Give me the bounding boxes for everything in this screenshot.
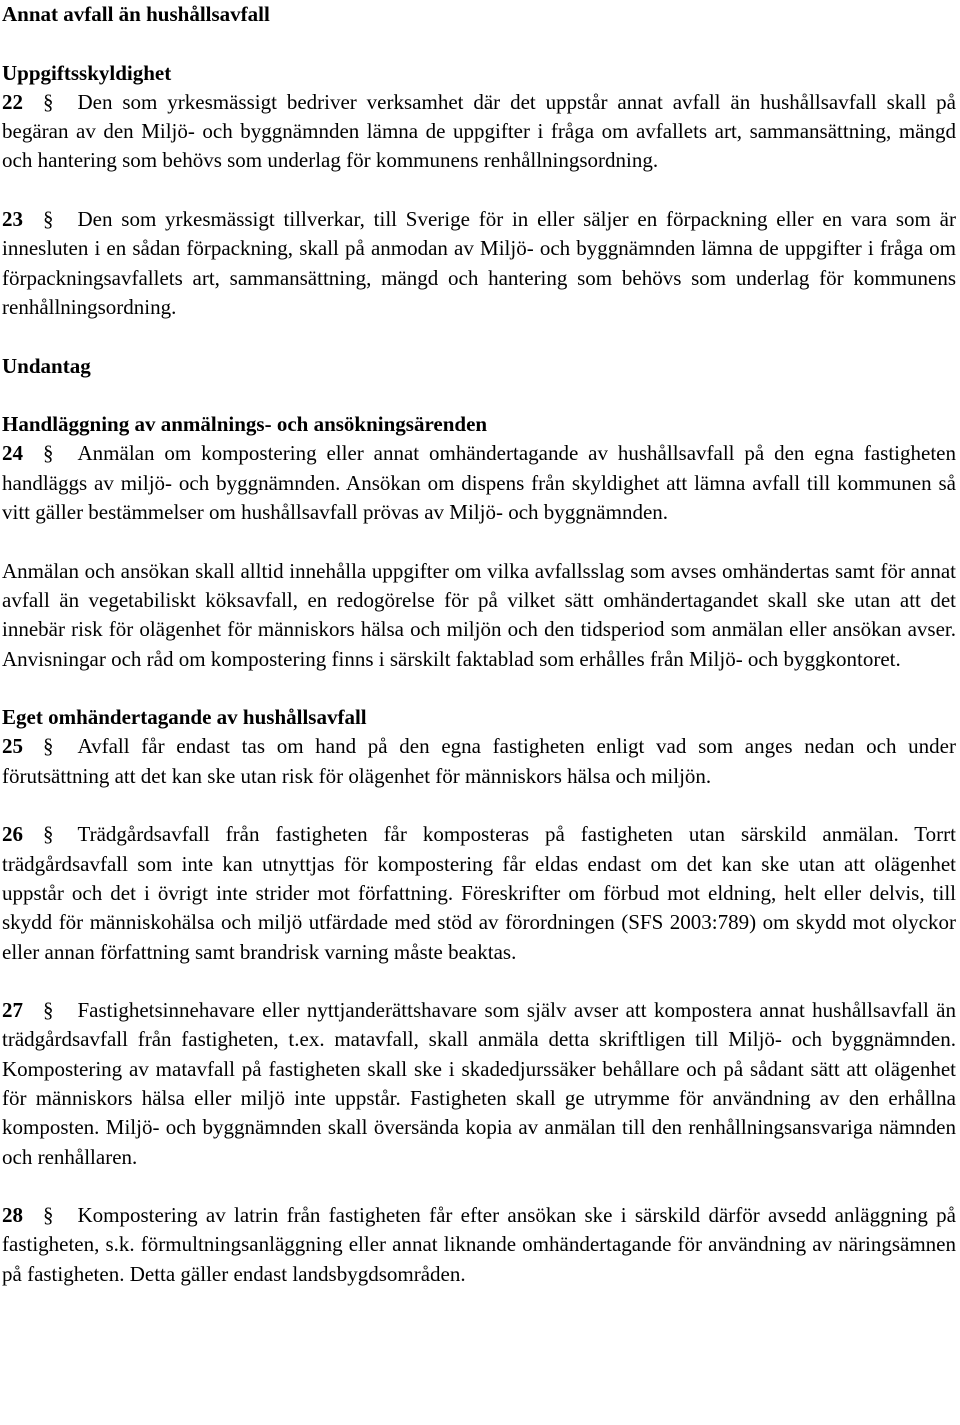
paragraph-text: Anmälan om kompostering eller annat omhändertagande av hushållsavfall på den egna fastigheten handläggs av miljö- och byggnämnden. Ansökan om dispens från skyldighet att lämna avfall till kommunen så vitt gäller bestämmelser om hushållsavfall prövas av Miljö- och byggnämnden. <box>2 441 956 525</box>
spacer <box>2 176 956 205</box>
paragraph-24 <box>2 439 956 527</box>
paragraph-28 <box>2 1201 956 1289</box>
paragraph-text: Den som yrkesmässigt tillverkar, till Sverige för in eller säljer en förpackning eller en vara som är innesluten i en sådan förpackning, skall på anmodan av Miljö- och byggnämnden lämna de uppgifter i fråga om förpackningsavfallets art, sammansättning, mängd och hantering som behövs som underlag för kommunens renhållningsordning. <box>2 207 956 319</box>
section-sign-icon: § <box>43 89 54 114</box>
spacer <box>2 322 956 351</box>
paragraph-number: 24 <box>2 441 23 466</box>
spacer <box>2 791 956 820</box>
heading-handlaggning: Handläggning av anmälnings- och ansökningsärenden <box>2 412 488 437</box>
spacer <box>2 1172 956 1201</box>
paragraph-number: 27 <box>2 998 23 1023</box>
document-title: Annat avfall än hushållsavfall <box>2 2 270 26</box>
paragraph-number: 26 <box>2 822 23 847</box>
paragraph-text: Den som yrkesmässigt bedriver verksamhet där det uppstår annat avfall än hushållsavfall skall på begäran av den Miljö- och byggnämnden lämna de uppgifter i fråga om avfallets art, sammansättning, mängd och hantering som behövs som underlag för kommunens renhållningsordning. <box>2 89 956 173</box>
section-sign-icon: § <box>43 1203 54 1228</box>
section-sign-icon: § <box>43 998 54 1023</box>
spacer <box>2 29 956 58</box>
heading-uppgiftsskyldighet: Uppgiftsskyldighet <box>2 60 172 85</box>
document-page <box>2 0 956 1289</box>
paragraph-25 <box>2 732 956 791</box>
section-sign-icon: § <box>43 822 54 847</box>
section-sign-icon: § <box>43 441 54 466</box>
section-sign-icon: § <box>43 207 54 232</box>
heading-undantag: Undantag <box>2 353 91 378</box>
spacer <box>2 381 956 410</box>
paragraph-22 <box>2 88 956 176</box>
section-sign-icon: § <box>43 734 54 759</box>
paragraph-text: Trädgårdsavfall från fastigheten får komposteras på fastigheten utan särskild anmälan. Torrt trädgårdsavfall som inte kan utnyttjas för kompostering får eldas endast om det kan ske utan att olägenhet uppstår och det i övrigt inte strider mot författning. Föreskrifter om förbud mot eldning, helt eller delvis, till skydd för människohälsa och miljö utfärdade med stöd av förordningen (SFS 2003:789) om skydd mot olyckor eller annan författning samt brandrisk varning måste beaktas. <box>2 822 956 964</box>
spacer <box>2 674 956 703</box>
paragraph-number: 28 <box>2 1203 23 1228</box>
spacer <box>2 967 956 996</box>
paragraph-number: 23 <box>2 207 23 232</box>
paragraph-27 <box>2 996 956 1172</box>
paragraph-number: 25 <box>2 734 23 759</box>
paragraph-text: Avfall får endast tas om hand på den egna fastigheten enligt vad som anges nedan och under förutsättning att det kan ske utan risk för olägenhet för människors hälsa och miljön. <box>2 734 956 788</box>
paragraph-number: 22 <box>2 89 23 114</box>
paragraph-text: Fastighetsinnehavare eller nyttjanderättshavare som själv avser att kompostera annat hushållsavfall än trädgårdsavfall från fastigheten, t.ex. matavfall, skall anmäla detta skriftligen till Miljö- och byggnämnden. Kompostering av matavfall på fastigheten skall ske i skadedjurssäker behållare och på sådant sätt att olägenhet för människors hälsa eller miljö inte uppstår. Fastigheten skall ge utrymme för användning av den erhållna komposten. Miljö- och byggnämnden skall översända kopia av anmälan till den renhållningsansvariga nämnden och renhållaren. <box>2 998 956 1169</box>
paragraph-26 <box>2 820 956 966</box>
paragraph-24-continued: Anmälan och ansökan skall alltid innehålla uppgifter om vilka avfallsslag som avses omhändertas samt för annat avfall än vegetabiliskt köksavfall, en redogörelse för på vilket sätt omhändertagandet skall ske utan att det innebär risk för olägenhet för människors hälsa och miljön och den tidsperiod som anmälan eller ansökan avser. Anvisningar och råd om kompostering finns i särskilt faktablad som erhålles från Miljö- och byggkontoret. <box>2 558 956 671</box>
heading-eget-omhandertagande: Eget omhändertagande av hushållsavfall <box>2 705 367 730</box>
spacer <box>2 527 956 556</box>
paragraph-23 <box>2 205 956 322</box>
paragraph-text: Kompostering av latrin från fastigheten får efter ansökan ske i särskild därför avsedd anläggning på fastigheten, s.k. förmultningsanläggning eller annat liknande omhändertagande för användning av näringsämnen på fastigheten. Detta gäller endast landsbygdsområden. <box>2 1203 956 1286</box>
